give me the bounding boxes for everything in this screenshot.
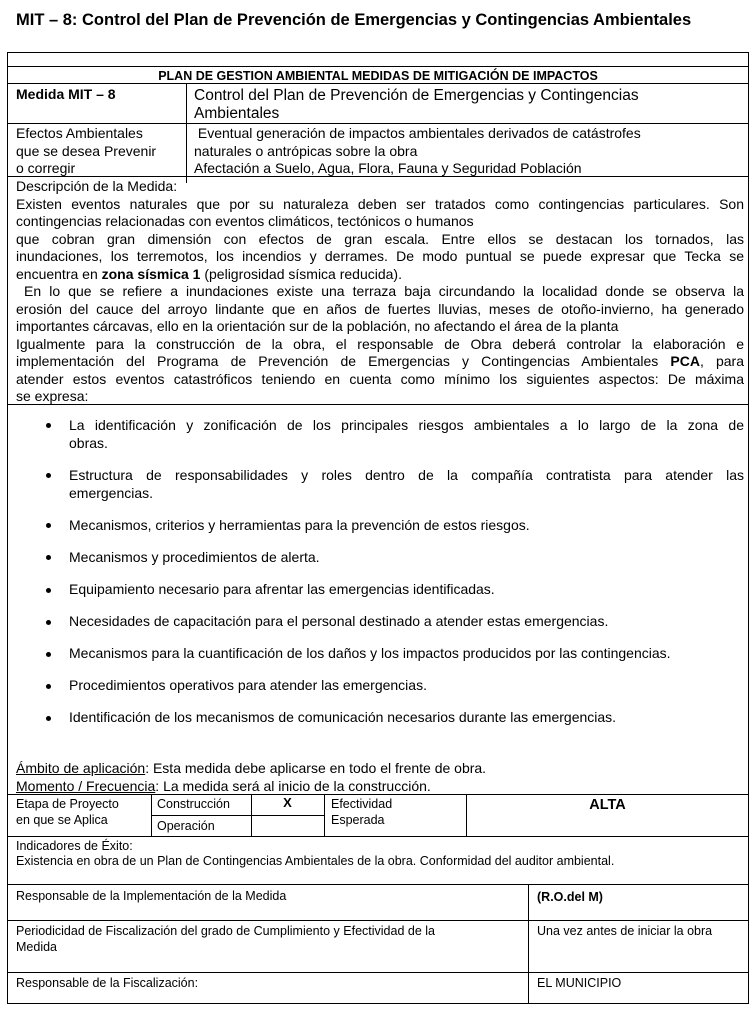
divider: [7, 920, 749, 921]
construccion-mark: X: [283, 795, 292, 810]
efectividad-value: ALTA: [589, 797, 626, 813]
indicadores-text: Existencia en obra de un Plan de Contingencias Ambientales de la obra. Conformidad del auditor ambiental.: [16, 854, 615, 868]
desc-line-zona: encuentra en zona sísmica 1 (peligrosidad sísmica reducida).: [16, 265, 402, 282]
bullet-icon: [46, 555, 51, 560]
divider: [7, 884, 749, 885]
efectos-label: Efectos Ambientales que se desea Prevenir o corregir: [16, 125, 157, 176]
list-item-cont: emergencias.: [69, 485, 154, 501]
ambito-line: Ámbito de aplicación: Esta medida debe aplicarse en todo el frente de obra.: [16, 760, 487, 776]
divider: [528, 884, 529, 1004]
descripcion-heading: Descripción de la Medida:: [16, 178, 178, 194]
desc-line: Existen eventos naturales que por su naturaleza deben ser tratados como contingencias particulares. Son: [16, 195, 744, 212]
responsable-fiscalizacion-value: EL MUNICIPIO: [537, 976, 622, 990]
divider: [7, 794, 749, 795]
desc-line: atender estos eventos catastróficos teniendo en cuenta como mínimo los siguientes aspectos: De máxima: [16, 370, 744, 387]
bullet-icon: [46, 620, 51, 625]
bullet-icon: [46, 652, 51, 657]
list-item-cont: obras.: [69, 435, 108, 451]
momento-line: Momento / Frecuencia: La medida será al inicio de la construcción.: [16, 778, 431, 794]
list-item: Procedimientos operativos para atender las emergencias.: [69, 677, 427, 693]
divider: [7, 972, 749, 973]
responsable-implementacion-value: (R.O.del M): [537, 890, 603, 904]
list-item: Necesidades de capacitación para el personal destinado a atender estas emergencias.: [69, 613, 609, 629]
divider: [7, 123, 749, 124]
list-item: Equipamiento necesario para afrentar las emergencias identificadas.: [69, 581, 495, 597]
desc-line: En lo que se refiere a inundaciones existe una terraza baja circundando la localidad donde se observa la: [16, 283, 744, 299]
list-item: Mecanismos, criterios y herramientas para la prevención de estos riesgos.: [69, 517, 530, 533]
desc-line: contingencias relacionadas con eventos climáticos, tectónicos o humanos: [16, 213, 474, 229]
list-item: Mecanismos para la cuantificación de los daños y los impactos producidos por las contingencias.: [69, 645, 671, 661]
list-item: Mecanismos y procedimientos de alerta.: [69, 549, 320, 565]
bullet-icon: [46, 423, 51, 428]
bullet-icon: [46, 473, 51, 478]
construccion-label: Construcción: [157, 797, 230, 811]
divider: [7, 404, 749, 405]
responsable-implementacion-label: Responsable de la Implementación de la Medida: [16, 889, 287, 903]
desc-line: importantes cárcavas, ello en la orientación sur de la población, no afectando el área de la planta: [16, 318, 619, 334]
responsable-fiscalizacion-label: Responsable de la Fiscalización:: [16, 976, 199, 990]
etapa-label: Etapa de Proyecto en que se Aplica: [16, 797, 119, 827]
medida-value: Control del Plan de Prevención de Emergencias y Contingencias Ambientales: [194, 87, 639, 122]
operacion-label: Operación: [157, 819, 215, 833]
list-item: Estructura de responsabilidades y roles dentro de la compañía contratista para atender las: [69, 467, 744, 483]
bullet-icon: [46, 684, 51, 689]
list-item: La identificación y zonificación de los principales riesgos ambientales a lo largo de la zona de: [69, 417, 744, 433]
desc-line: inundaciones, los terremotos, los incendios y derrames. De modo puntual se puede expresar que Tecka se: [16, 248, 744, 264]
divider: [7, 836, 749, 837]
medida-label: Medida MIT – 8: [16, 86, 116, 102]
divider: [7, 83, 749, 84]
indicadores-label: Indicadores de Éxito:: [16, 839, 133, 853]
periodicidad-label: Periodicidad de Fiscalización del grado de Cumplimiento y Efectividad de la Medida: [16, 924, 435, 954]
desc-line: se expresa:: [16, 388, 89, 404]
list-item: Identificación de los mecanismos de comunicación necesarios durante las emergencias.: [69, 709, 617, 725]
descripcion-block: [16, 178, 744, 406]
desc-line: erosión del cauce del arroyo lindante que en años de fuertes lluvias, meses de otoño-invierno, ha generado: [16, 300, 744, 317]
desc-line: Igualmente para la construcción de la obra, el responsable de Obra deberá controlar la elaboración e: [16, 335, 744, 352]
divider: [324, 794, 325, 836]
document-title: MIT – 8: Control del Plan de Prevención de Emergencias y Contingencias Ambientales: [16, 11, 692, 29]
periodicidad-value: Una vez antes de iniciar la obra: [537, 924, 713, 938]
bullet-icon: [46, 716, 51, 721]
bullet-icon: [46, 523, 51, 528]
divider: [151, 815, 324, 816]
divider: [7, 176, 749, 177]
plan-header: PLAN DE GESTION AMBIENTAL MEDIDAS DE MITIGACIÓN DE IMPACTOS: [158, 69, 598, 83]
efectividad-label: Efectividad Esperada: [331, 797, 393, 827]
desc-line-pca: implementación del Programa de Prevención de Emergencias y Contingencias Ambientales PCA, para: [16, 353, 744, 369]
divider: [7, 66, 749, 67]
efectos-value: Eventual generación de impactos ambientales derivados de catástrofes naturales o antrópicas sobre la obra Afectación a Suelo, Agua, Flora, Fauna y Seguridad Población: [194, 125, 641, 176]
divider: [186, 83, 187, 183]
desc-line: que cobran gran dimensión con efectos de gran escala. Entre ellos se destacan los tornados, las: [16, 230, 744, 247]
bullet-icon: [46, 588, 51, 593]
